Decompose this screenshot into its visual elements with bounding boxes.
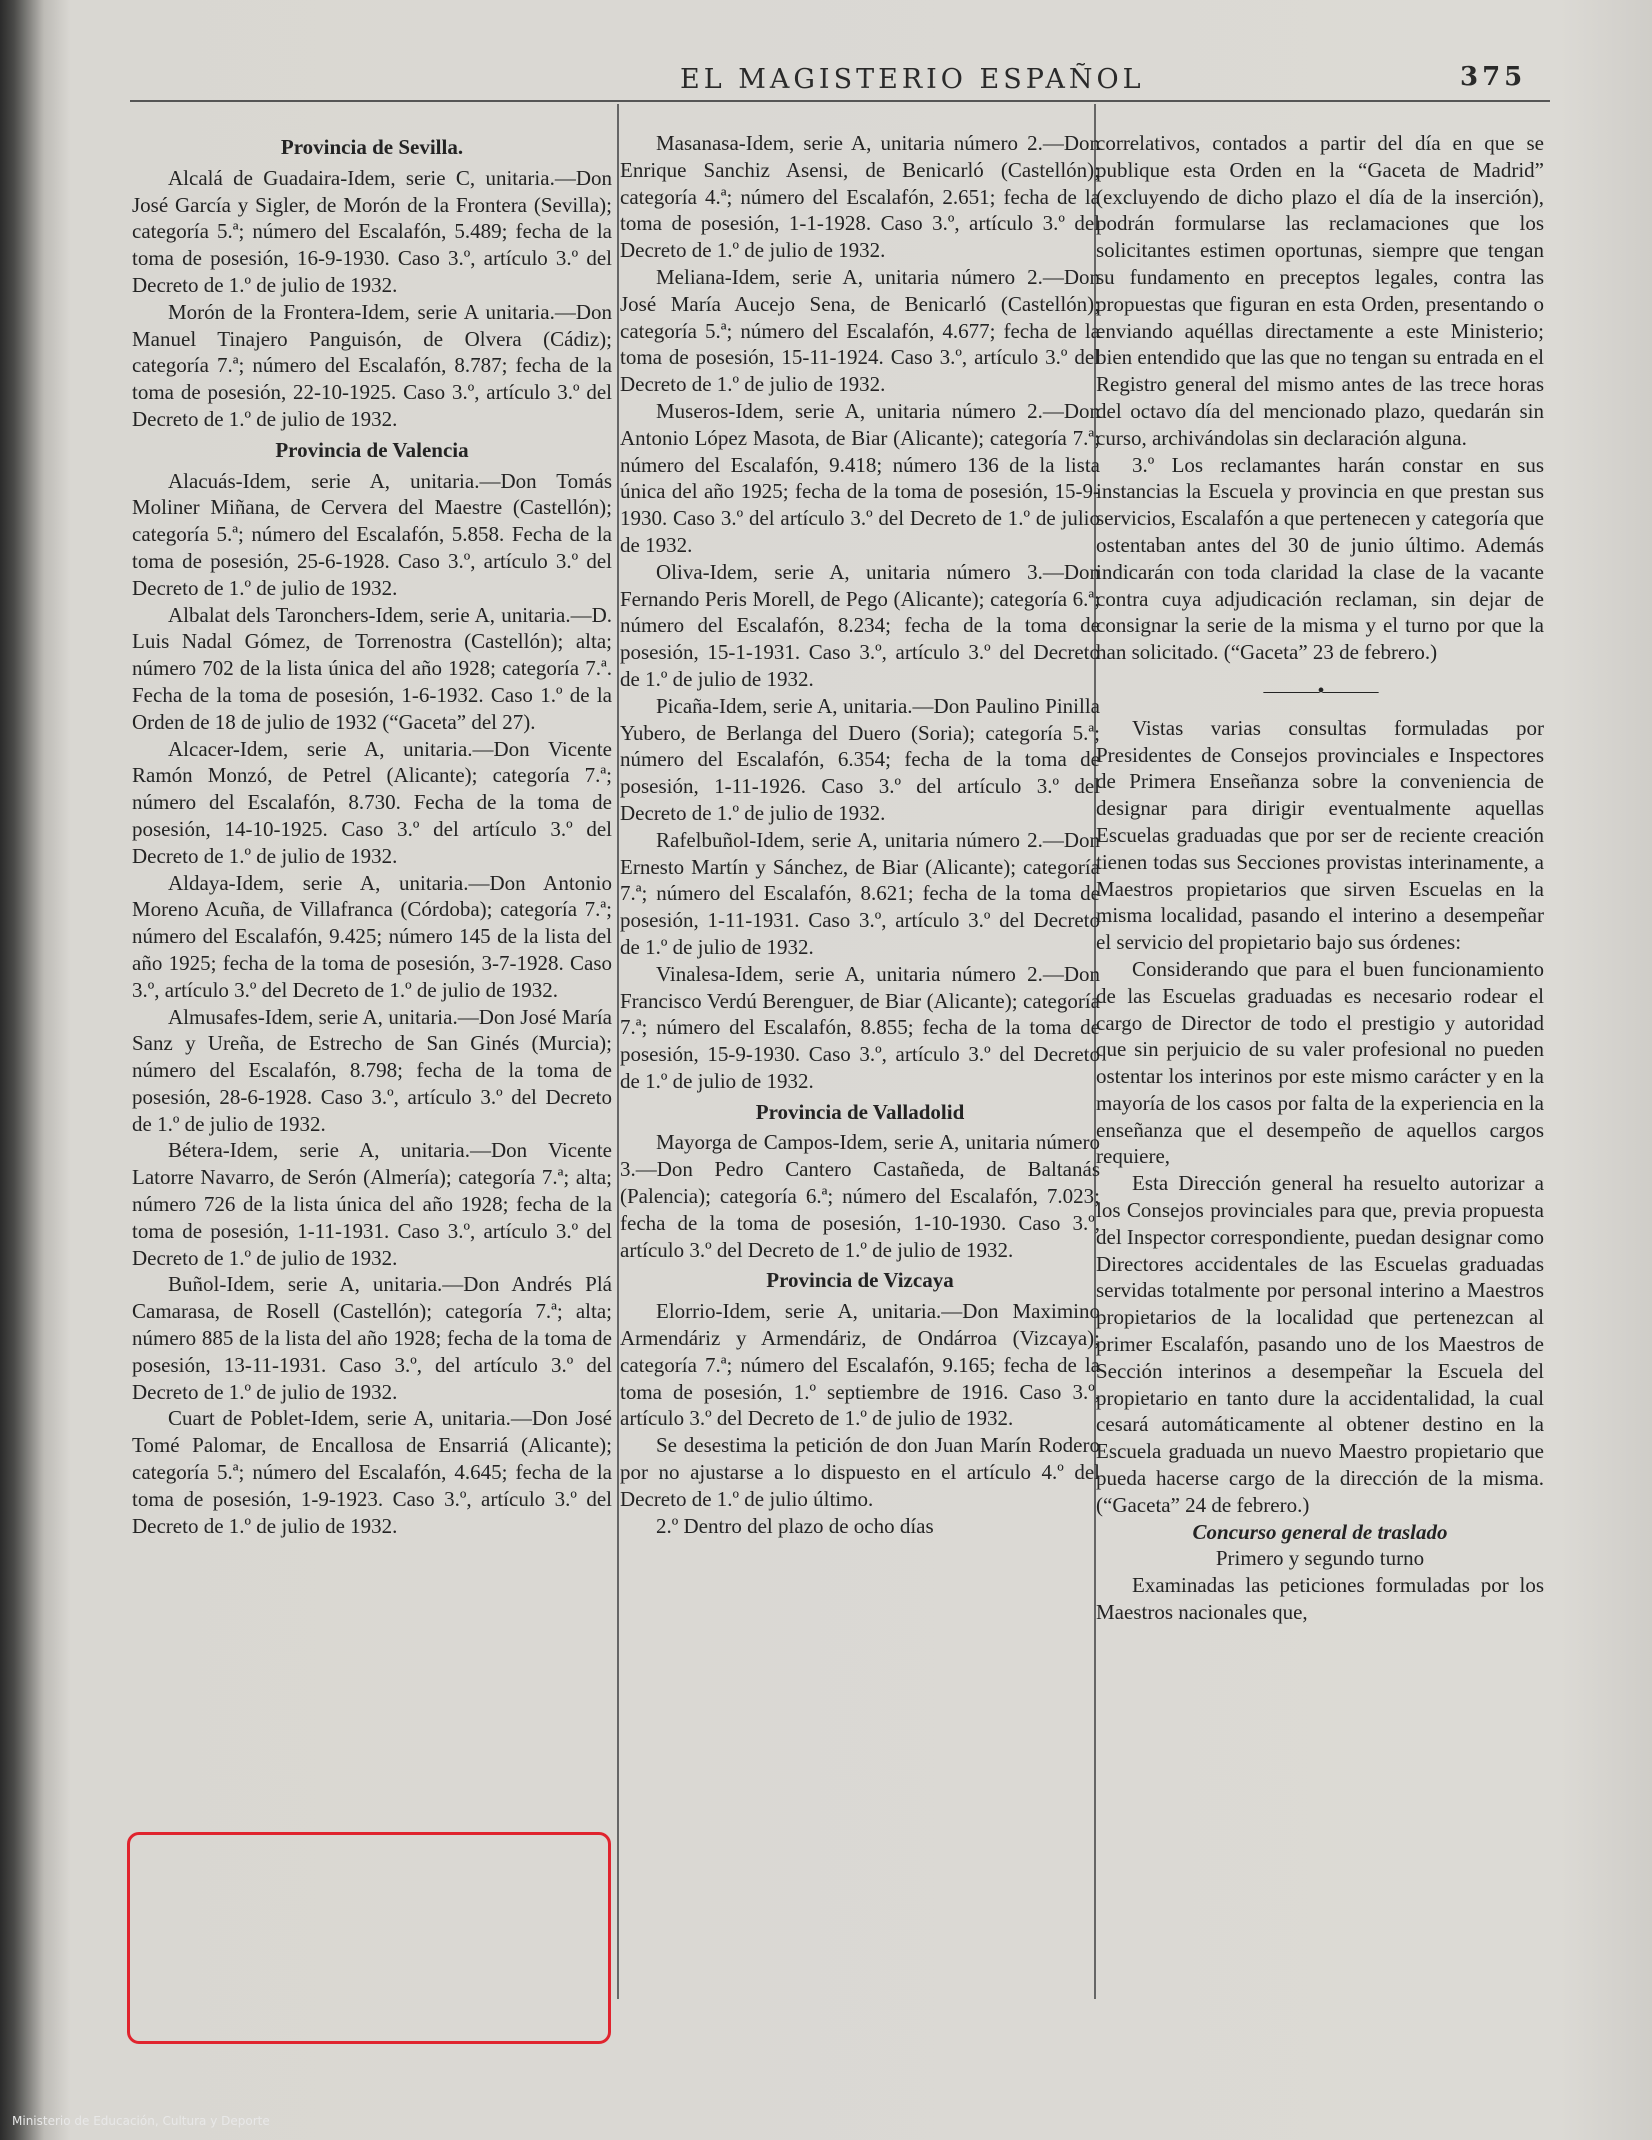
paragraph: Alcalá de Guadaira-Idem, serie C, unitaria.—Don José García y Sigler, de Morón de la Frontera (Sevilla); categoría 5.ª; número del Escalafón, 5.489; fecha de la toma de posesión, 16-9-1930. Caso 3.º, artículo 3.º del Decreto de 1.º de julio de 1932. — [132, 165, 612, 297]
paragraph: Cuart de Poblet-Idem, serie A, unitaria.—Don José Tomé Palomar, de Encallosa de Ensarriá (Alicante); categoría 5.ª; número del Escalafón, 4.645; fecha de la toma de posesión, 1-9-1923. Caso 3.º, artículo 3.º del Decreto de 1.º de julio de 1932. — [132, 1406, 612, 1538]
paragraph: Elorrio-Idem, serie A, unitaria.—Don Maximino Armendáriz y Armendáriz, de Ondárroa (Vizcaya); categoría 7.ª; número del Escalafón, 9.165; fecha de la toma de posesión, 1.º septiembre de 1916. Caso 3.º, artículo 3.º del Decreto de 1.º de julio de 1932. — [620, 1299, 1100, 1431]
column-1 — [132, 130, 612, 1539]
paragraph: correlativos, contados a partir del día en que se publique esta Orden en la “Gaceta de Madrid” (excluyendo de dicho plazo el día de la inserción), podrán formularse las reclamaciones que los solicitantes estimen oportunas, siempre que tengan su fundamento en preceptos legales, contra las propuestas que figuran en esta Orden, presentando o enviando aquéllas directamente a este Ministerio; bien entendido que las que no tengan su entrada en el Registro general del mismo antes de las trece horas del octavo día del mencionado plazo, quedarán sin curso, archivándolas sin declaración alguna. — [1096, 131, 1544, 450]
paragraph: Meliana-Idem, serie A, unitaria número 2.—Don José María Aucejo Sena, de Benicarló (Castellón); categoría 5.ª; número del Escalafón, 4.677; fecha de la toma de posesión, 15-11-1924. Caso 3.º, artículo 3.º del Decreto de 1.º de julio de 1932. — [620, 264, 1100, 397]
paragraph: Alacuás-Idem, serie A, unitaria.—Don Tomás Moliner Miñana, de Cervera del Maestre (Castellón); categoría 5.ª; número del Escalafón, 5.858. Fecha de la toma de posesión, 25-6-1928. Caso 3.º, artículo 3.º del Decreto de 1.º de julio de 1932. — [132, 468, 612, 600]
paragraph: 3.º Los reclamantes harán constar en sus instancias la Escuela y provincia en que prestan sus servicios, Escalafón a que pertenecen y categoría que ostentaban antes del 30 de junio último. Además indicarán con toda claridad la clase de la vacante contra cuya adjudicación reclaman, sin dejar de consignar la serie de la misma y el turno por que la han solicitado. (“Gaceta” 23 de febrero.) — [1096, 452, 1544, 665]
highlight-annotation-box — [127, 1832, 611, 2044]
section-heading: Provincia de Valladolid — [755, 1099, 965, 1124]
paragraph: 2.º Dentro del plazo de ocho días — [656, 1513, 934, 1538]
subsection-heading: Concurso general de traslado — [1192, 1519, 1448, 1544]
section-heading: Provincia de Vizcaya — [766, 1268, 954, 1293]
paragraph: Considerando que para el buen funcionamiento de las Escuelas graduadas es necesario rodear el cargo de Director de todo el prestigio y autoridad que sin perjuicio de su valer profesional no pueden ostentar los interinos por este mismo carácter y en la mayoría de los casos por falta de la experiencia en la enseñanza que el desempeño de aquellos cargos requiere, — [1096, 956, 1544, 1169]
paragraph: Vistas varias consultas formuladas por Presidentes de Consejos provinciales e Inspectores de Primera Enseñanza sobre la conveniencia de designar para dirigir eventualmente aquellas Escuelas graduadas que por ser de reciente creación tienen todas sus Secciones provistas interinamente, a Maestros propietarios que sirven Escuelas en la misma localidad, pasando el interino a desempeñar el servicio del propietario bajo sus órdenes: — [1096, 715, 1544, 955]
paragraph: Bétera-Idem, serie A, unitaria.—Don Vicente Latorre Navarro, de Serón (Almería); categoría 7.ª; alta; número 726 de la lista única del año 1928; fecha de la toma de posesión, 1-11-1931. Caso 3.º, artículo 3.º del Decreto de 1.º de julio de 1932. — [132, 1138, 612, 1270]
paragraph: Rafelbuñol-Idem, serie A, unitaria número 2.—Don Ernesto Martín y Sánchez, de Biar (Alicante); categoría 7.ª; número del Escalafón, 8.621; fecha de la toma de posesión, 1-11-1931. Caso 3.º, artículo 3.º del Decreto de 1.º de julio de 1932. — [620, 827, 1100, 959]
page-number: 375 — [1460, 62, 1527, 92]
column-divider-1 — [617, 104, 619, 1999]
paragraph: Masanasa-Idem, serie A, unitaria número 2.—Don Enrique Sanchiz Asensi, de Benicarló (Castellón); categoría 4.ª; número del Escalafón, 2.651; fecha de la toma de posesión, 1-1-1928. Caso 3.º, artículo 3.º del Decreto de 1.º de julio de 1932. — [620, 131, 1100, 263]
footer-credit: Ministerio de Educación, Cultura y Deporte — [12, 2114, 270, 2128]
paragraph: Vinalesa-Idem, serie A, unitaria número 2.—Don Francisco Verdú Berenguer, de Biar (Alicante); categoría 7.ª; número del Escalafón, 8.855; fecha de la toma de posesión, 15-9-1930. Caso 3.º, artículo 3.º del Decreto de 1.º de julio de 1932. — [620, 961, 1100, 1093]
paragraph: Museros-Idem, serie A, unitaria número 2.—Don Antonio López Masota, de Biar (Alicante); categoría 7.ª; número del Escalafón, 9.418; número 136 de la lista única del año 1925; fecha de la toma de posesión, 15-9-1930. Caso 3.º del artículo 3.º del Decreto de 1.º de julio de 1932. — [620, 398, 1100, 557]
paragraph: Picaña-Idem, serie A, unitaria.—Don Paulino Pinilla Yubero, de Berlanga del Duero (Soria); categoría 5.ª; número del Escalafón, 6.354; fecha de la toma de posesión, 1-11-1926. Caso 3.º del artículo 3.º del Decreto de 1.º de julio de 1932. — [620, 693, 1100, 825]
page-header — [680, 62, 1550, 102]
paragraph: Aldaya-Idem, serie A, unitaria.—Don Antonio Moreno Acuña, de Villafranca (Córdoba); categoría 7.ª; número del Escalafón, 9.425; número 145 de la lista del año 1925; fecha de la toma de posesión, 3-7-1928. Caso 3.º, artículo 3.º del Decreto de 1.º de julio de 1932. — [132, 870, 612, 1002]
paragraph: Mayorga de Campos-Idem, serie A, unitaria número 3.—Don Pedro Cantero Castañeda, de Baltanás (Palencia); categoría 6.ª; número del Escalafón, 7.023; fecha de la toma de posesión, 1-10-1930. Caso 3.º, artículo 3.º del Decreto de 1.º de julio de 1932. — [620, 1130, 1100, 1262]
paragraph: Alcacer-Idem, serie A, unitaria.—Don Vicente Ramón Monzó, de Petrel (Alicante); categoría 7.ª; número del Escalafón, 8.730. Fecha de la toma de posesión, 14-10-1925. Caso 3.º del artículo 3.º del Decreto de 1.º de julio de 1932. — [132, 736, 612, 868]
paragraph: Buñol-Idem, serie A, unitaria.—Don Andrés Plá Camarasa, de Rosell (Castellón); categoría 7.ª; alta; número 885 de la lista del año 1928; fecha de la toma de posesión, 13-11-1931. Caso 3.º, del artículo 3.º del Decreto de 1.º de julio de 1932. — [132, 1272, 612, 1404]
paragraph: Albalat dels Taronchers-Idem, serie A, unitaria.—D. Luis Nadal Gómez, de Torrenostra (Castellón); alta; número 702 de la lista única del año 1928; categoría 7.ª. Fecha de la toma de posesión, 1-6-1932. Caso 1.º de la Orden de 18 de julio de 1932 (“Gaceta” del 27). — [132, 602, 612, 734]
ornament-divider: ———•——— — [1263, 679, 1377, 702]
section-heading: Provincia de Sevilla. — [280, 135, 464, 159]
paragraph: Examinadas las peticiones formuladas por los Maestros nacionales que, — [1096, 1573, 1544, 1625]
newspaper-title: EL MAGISTERIO ESPAÑOL — [680, 64, 1145, 95]
paragraph: Se desestima la petición de don Juan Marín Rodero por no ajustarse a lo dispuesto en el artículo 4.º del Decreto de 1.º de julio último. — [620, 1433, 1100, 1511]
column-2 — [620, 130, 1100, 1539]
paragraph: Almusafes-Idem, serie A, unitaria.—Don José María Sanz y Ureña, de Estrecho de San Ginés (Murcia); número del Escalafón, 8.798; fecha de la toma de posesión, 28-6-1928. Caso 3.º, artículo 3.º del Decreto de 1.º de julio de 1932. — [132, 1004, 612, 1136]
section-heading: Provincia de Valencia — [275, 437, 469, 462]
paragraph: Oliva-Idem, serie A, unitaria número 3.—Don Fernando Peris Morell, de Pego (Alicante); categoría 6.ª; número del Escalafón, 8.234; fecha de la toma de posesión, 15-1-1931. Caso 3.º, artículo 3.º del Decreto de 1.º de julio de 1932. — [620, 559, 1100, 691]
paragraph: Morón de la Frontera-Idem, serie A unitaria.—Don Manuel Tinajero Panguisón, de Olvera (Cádiz); categoría 7.ª; número del Escalafón, 8.787; fecha de la toma de posesión, 22-10-1925. Caso 3.º, artículo 3.º del Decreto de 1.º de julio de 1932. — [132, 299, 612, 431]
header-rule — [130, 100, 1550, 102]
paragraph: Esta Dirección general ha resuelto autorizar a los Consejos provinciales para que, previa propuesta del Inspector correspondiente, puedan designar como Directores accidentales de las Escuelas graduadas servidas totalmente por personal interino a Maestros propietarios de la localidad que pertenezcan al primer Escalafón, pasando uno de los Maestros de Sección interinos a desempeñar la Escuela del propietario en tanto dure la accidentalidad, la cual cesará automáticamente al obtener destino en la Escuela graduada un nuevo Maestro propietario que pueda hacerse cargo de la dirección de la misma. (“Gaceta” 24 de febrero.) — [1096, 1171, 1544, 1517]
subsection-subheading: Primero y segundo turno — [1215, 1546, 1425, 1571]
column-3 — [1096, 130, 1544, 1626]
